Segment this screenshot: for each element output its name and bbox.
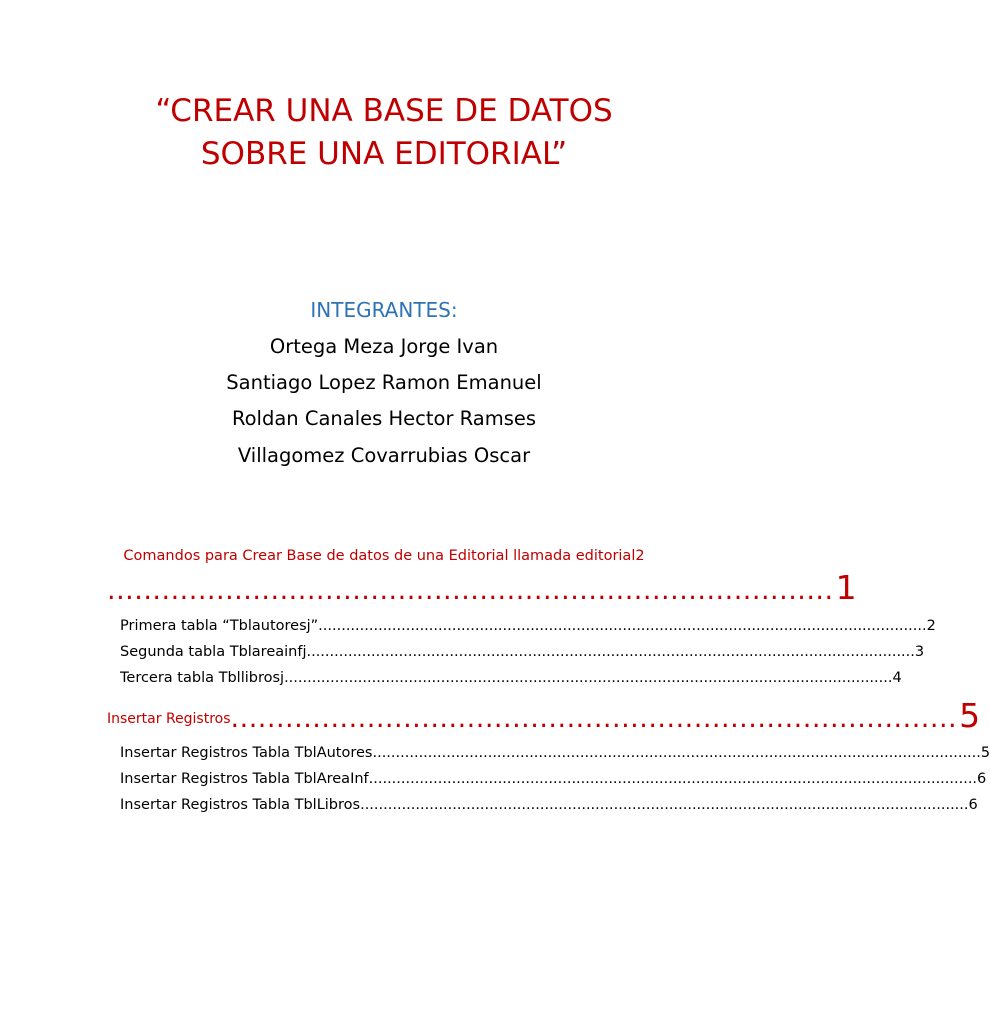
toc-entry-page: 6: [977, 771, 987, 787]
document-title-line-1: “CREAR UNA BASE DE DATOS: [155, 93, 613, 129]
toc-section-2-title: Insertar Registros: [107, 711, 231, 727]
toc-dot-leader: ....................................................................................................................................: [306, 644, 915, 660]
member-name: Villagomez Covarrubias Oscar: [237, 444, 531, 467]
toc-entry-label: Insertar Registros Tabla TblLibros: [120, 797, 361, 813]
toc-dot-leader: ....................................................................................................................................: [368, 771, 978, 787]
toc-dot-leader: ................................................................................: [107, 575, 834, 606]
toc-entry: [120, 642, 925, 662]
toc-entry-page: 2: [926, 618, 936, 634]
toc-section-1-title: Comandos para Crear Base de datos de una Editorial llamada editorial2: [123, 548, 645, 564]
toc-dot-leader: ....................................................................................................................................: [360, 797, 969, 813]
member-name: Ortega Meza Jorge Ivan: [269, 335, 499, 358]
document-title-line-2: SOBRE UNA EDITORIAL”: [200, 136, 568, 172]
toc-section-2-page: 5: [959, 696, 981, 735]
toc-entry-page: 3: [914, 644, 925, 660]
integrantes-heading: INTEGRANTES:: [310, 298, 458, 322]
toc-entry-label: Primera tabla “Tblautoresj”: [120, 618, 319, 634]
toc-section-1-leader-line: [107, 566, 857, 608]
toc-entry-label: Insertar Registros Tabla TblAutores: [120, 745, 373, 761]
toc-entry-label: Insertar Registros Tabla TblAreaInf: [120, 771, 369, 787]
toc-entry-label: Segunda tabla Tblareainfj: [120, 644, 307, 660]
toc-section-2-line: [107, 694, 981, 736]
toc-entry-page: 5: [980, 745, 990, 761]
toc-entry-page: 6: [968, 797, 978, 813]
toc-entry: [120, 769, 987, 789]
toc-dot-leader: ....................................................................................................................................: [318, 618, 927, 634]
toc-entry-label: Tercera tabla Tbllibrosj: [120, 670, 285, 686]
toc-entry: [120, 668, 902, 688]
toc-section-1-page: 1: [835, 568, 857, 607]
toc-dot-leader: ................................................................................: [230, 703, 958, 734]
toc-entry: [120, 616, 936, 636]
toc-entry-page: 4: [892, 670, 902, 686]
toc-entry: [120, 743, 990, 763]
member-name: Santiago Lopez Ramon Emanuel: [226, 371, 542, 394]
toc-dot-leader: ....................................................................................................................................: [372, 745, 981, 761]
toc-entry: [120, 795, 978, 815]
member-name: Roldan Canales Hector Ramses: [231, 407, 537, 430]
toc-dot-leader: ....................................................................................................................................: [284, 670, 893, 686]
